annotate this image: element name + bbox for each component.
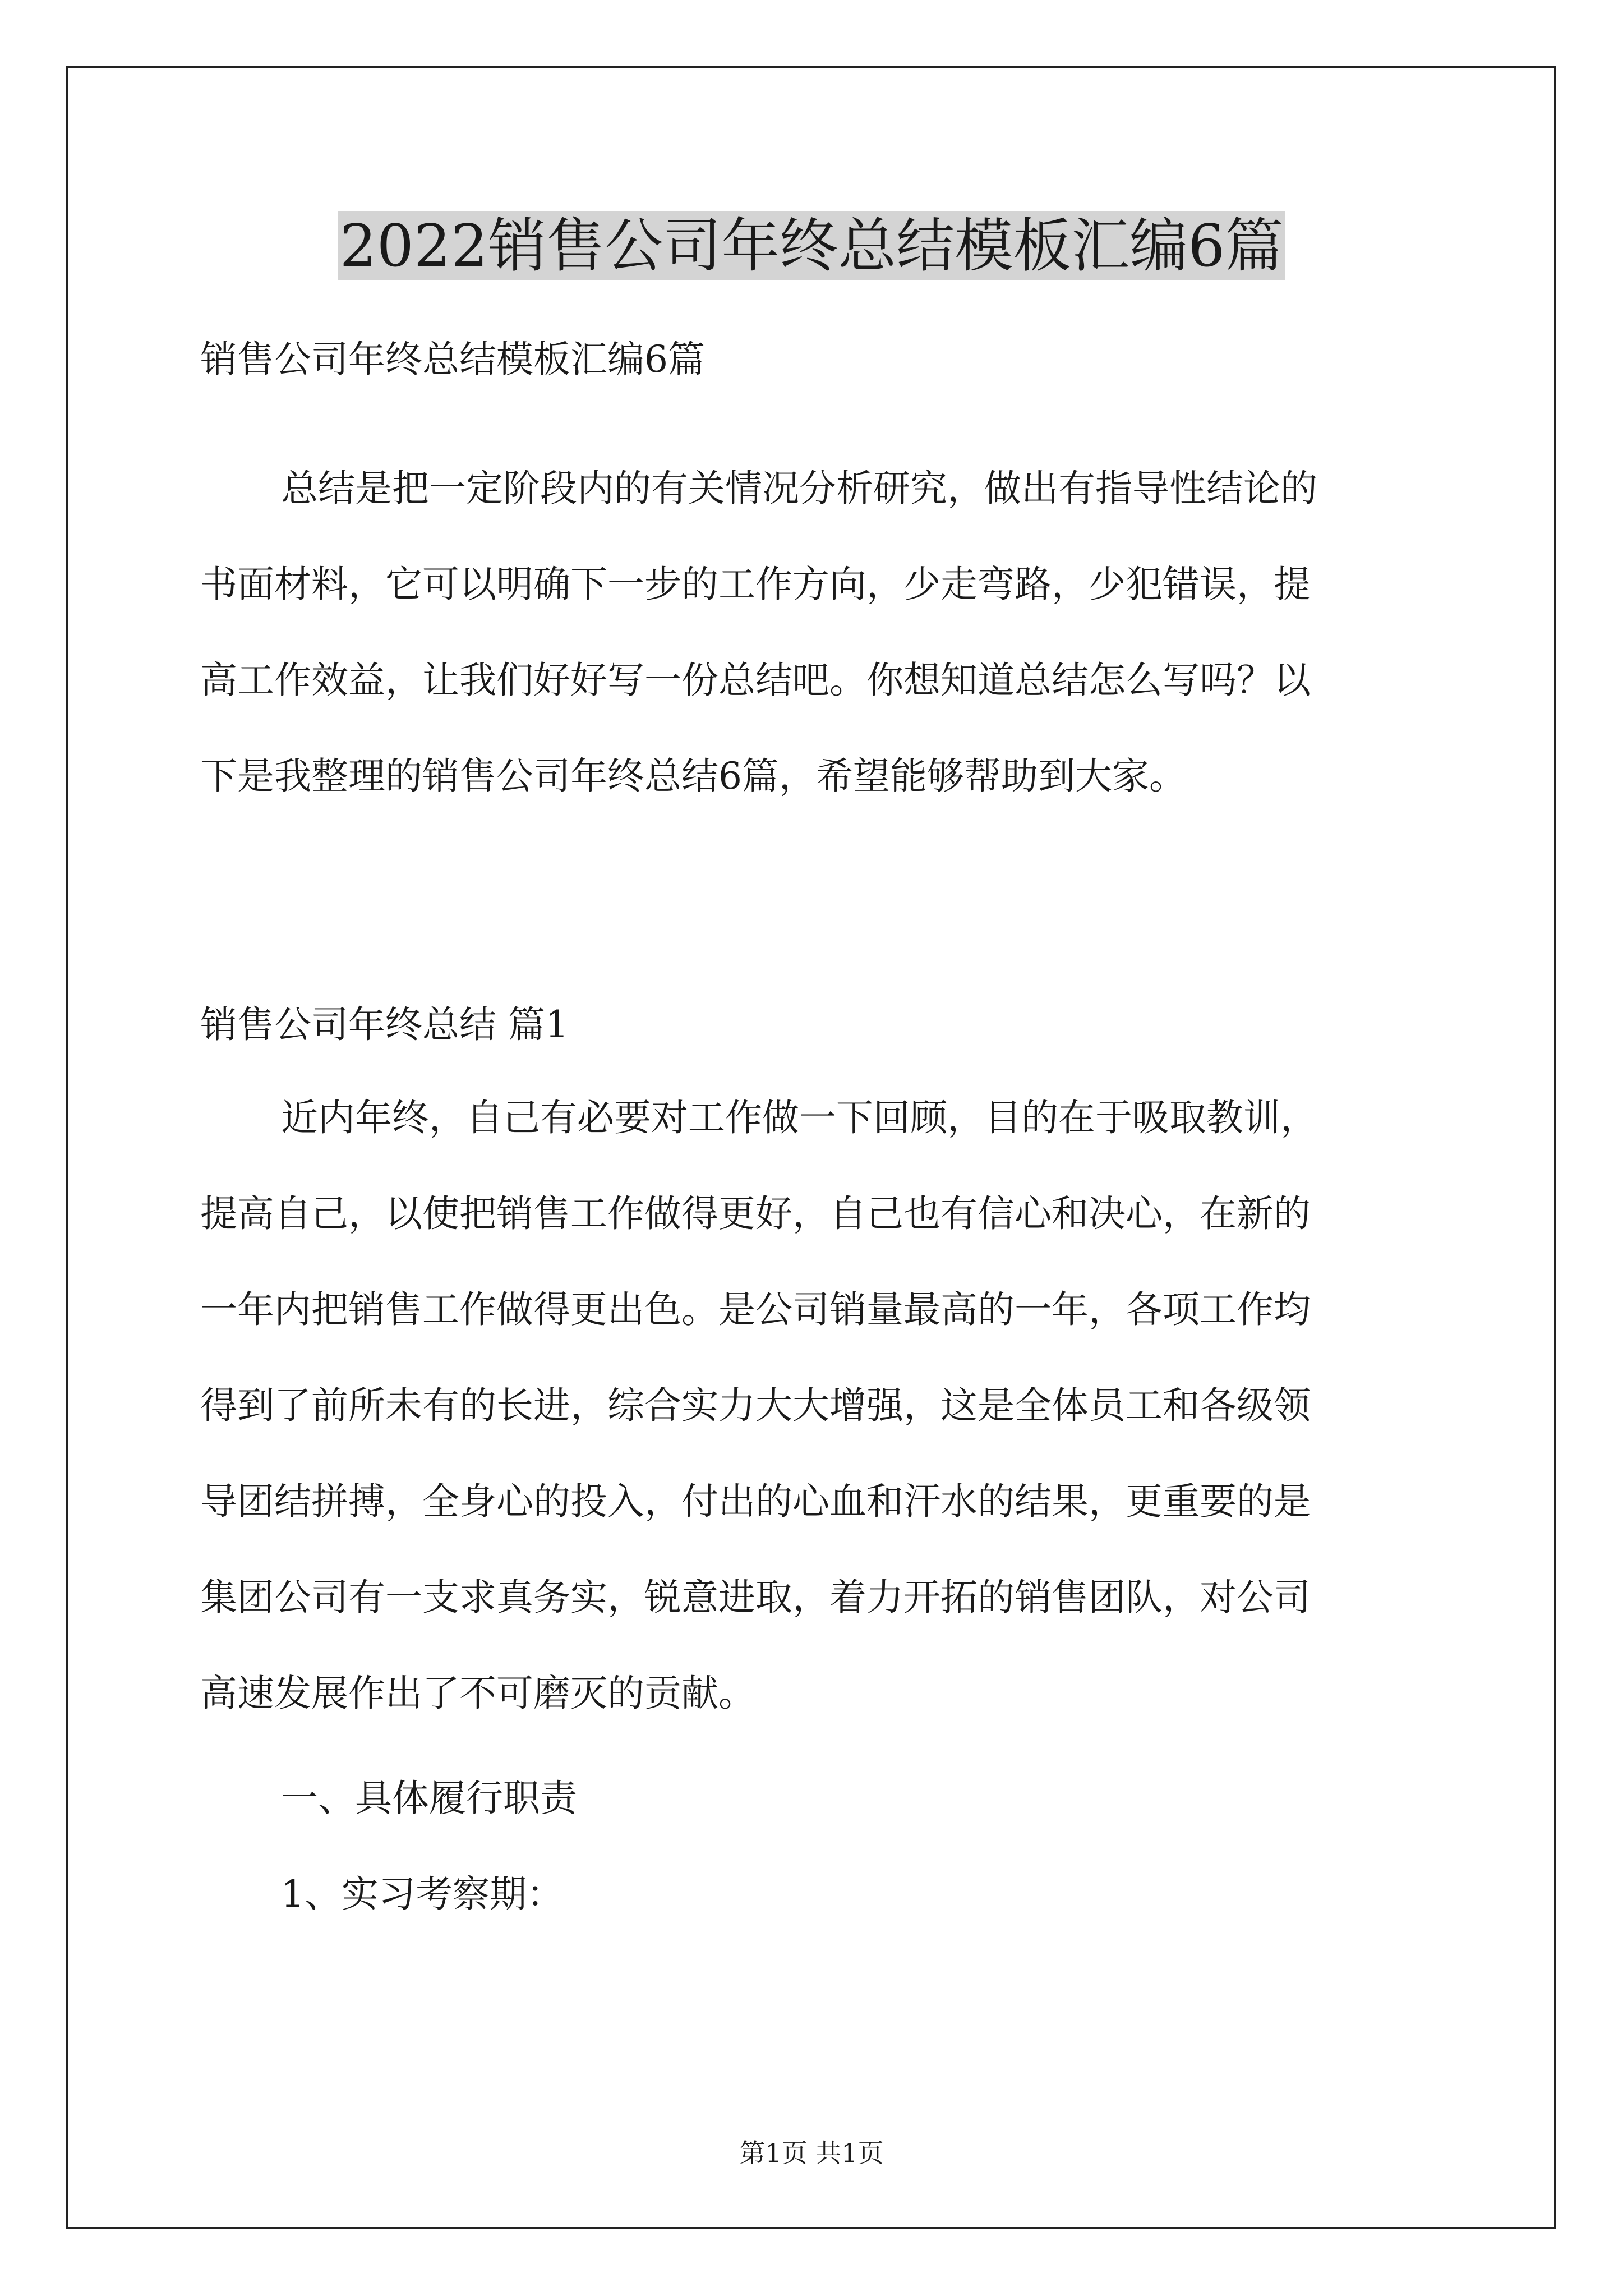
document-title [0, 206, 1623, 285]
section1-line-5: 导团结拼搏，全身心的投入，付出的心血和汗水的结果，更重要的是 [200, 1480, 1311, 1523]
section-heading: 销售公司年终总结 篇1 [200, 1003, 569, 1046]
title-text: 2022销售公司年终总结模板汇编6篇 [338, 211, 1286, 280]
section1-line-6: 集团公司有一支求真务实，锐意进取，着力开拓的销售团队，对公司 [200, 1576, 1311, 1619]
list-item-1: 1、实习考察期： [281, 1872, 564, 1916]
intro-line-1: 总结是把一定阶段内的有关情况分析研究，做出有指导性结论的 [281, 467, 1317, 510]
list-heading: 一、具体履行职责 [281, 1777, 577, 1820]
section1-line-2: 提高自己，以使把销售工作做得更好，自己也有信心和决心，在新的 [200, 1192, 1311, 1235]
intro-line-2: 书面材料，它可以明确下一步的工作方向，少走弯路，少犯错误，提 [200, 563, 1311, 606]
intro-paragraph [200, 440, 1434, 824]
section1-line-3: 一年内把销售工作做得更出色。是公司销量最高的一年，各项工作均 [200, 1288, 1311, 1331]
section1-line-7: 高速发展作出了不可磨灭的贡献。 [200, 1672, 755, 1715]
section1-line-1: 近内年终，自己有必要对工作做一下回顾，目的在于吸取教训， [281, 1096, 1317, 1139]
section1-paragraph [200, 1070, 1434, 1741]
intro-line-4: 下是我整理的销售公司年终总结6篇，希望能够帮助到大家。 [200, 754, 1186, 798]
page-footer: 第1页 共1页 [739, 2138, 884, 2168]
subtitle: 销售公司年终总结模板汇编6篇 [200, 338, 705, 381]
intro-line-3: 高工作效益，让我们好好写一份总结吧。你想知道总结怎么写吗？以 [200, 659, 1311, 702]
section1-line-4: 得到了前所未有的长进，综合实力大大增强，这是全体员工和各级领 [200, 1384, 1311, 1427]
